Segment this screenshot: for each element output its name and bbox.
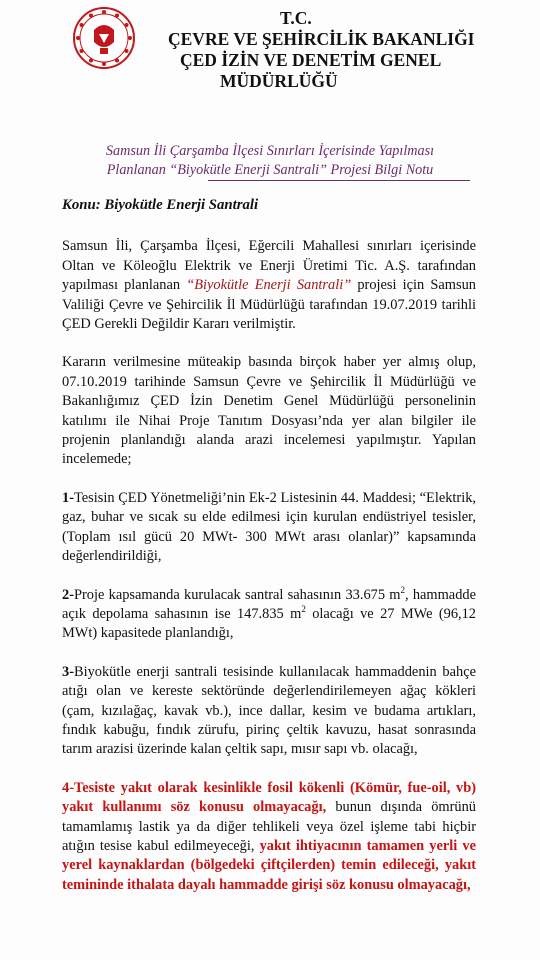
header-line-ministry: ÇEVRE VE ŞEHİRCİLİK BAKANLIĞI (168, 29, 475, 49)
item-2-text-b: , hammadde açık depolama sahasının ise 147.835 m (62, 586, 476, 622)
ministry-emblem-icon (72, 6, 136, 70)
item-2-sup-1: 2 (400, 584, 405, 595)
item-4-number: 4- (62, 779, 74, 796)
item-4-highlight-2: yakıt ihtiyacının tamamen yerli ve yerel kaynaklardan (bölgedeki çiftçilerden) temin edileceği, yakıt temininde ithalata dayalı hammadde girişi söz konusu olmayacağı, (62, 837, 476, 893)
item-2 (62, 586, 476, 644)
paragraph-2: Kararın verilmesine müteakip basında birçok haber yer almış olup, 07.10.2019 tarihinde Samsun Çevre ve Şehircilik İl Müdürlüğü ve Bakanlığımız ÇED İzin Denetim Genel Müdürlüğü personelinin katılımı ile Nihai Proje Tanıtım Dosyası’nda yer alan bilgiler ile projenin planlandığı alanda arazi incelemesi yapılmıştır. Yapılan incelemede; (62, 354, 476, 468)
document-header (150, 8, 480, 92)
item-1 (62, 489, 476, 567)
item-3 (62, 663, 476, 760)
item-1-number: 1- (62, 489, 74, 506)
item-3-text: Biyokütle enerji santrali tesisinde kullanılacak hammaddenin bahçe atığı olan ve kereste sektöründe değerlendirilemeyen ağaç kökleri (çam, kızılağaç, kavak vb.), ince dallar, kesim ve budama artıkları, fındık kabuğu, fındık zürufu, pirinç çeltik kavuzu, hasat sonrasında tarım arazisi üzerinde kalan çeltik sapı, mısır sapı vb. olacağı, (62, 663, 476, 758)
item-2-text-c: olacağı ve 27 MWe (96,12 MWt) kapasitede planlandığı, (62, 605, 477, 642)
header-line-tc: T.C. (280, 8, 312, 28)
item-2-sup-2: 2 (301, 604, 306, 615)
konu-heading: Konu: Biyokütle Enerji Santrali (62, 197, 259, 213)
header-line-mudurlugu: MÜDÜRLÜĞÜ (220, 71, 338, 91)
paragraph-1-text-a: Samsun İli, Çarşamba İlçesi, Eğercili Mahallesi sınırları içerisinde Oltan ve Köleoğlu Elektrik ve Enerji Üretimi Tic. A.Ş. tarafından yapılması planlanan (62, 238, 476, 294)
item-2-text-a: Proje kapsamanda kurulacak santral sahasının 33.675 m (74, 586, 401, 603)
paragraph-1 (62, 237, 476, 334)
header-line-directorate: ÇED İZİN VE DENETİM GENEL (180, 50, 442, 70)
item-4-highlight-1: Tesiste yakıt olarak kesinlikle fosil kökenli (Kömür, fue-oil, vb) yakıt kullanımı söz konusu olmayacağı, (62, 779, 476, 816)
document-body (62, 196, 476, 914)
item-1-text: Tesisin ÇED Yönetmeliği’nin Ek-2 Listesinin 44. Maddesi; “Elektrik, gaz, buhar ve sıcak su elde edilmesi için kurulan endüstriyel tesisler, (Toplam ısıl gücü 20 MWt- 300 MWt arası olanlar)” kapsamında değerlendirildiği, (62, 489, 476, 565)
item-3-number: 3- (62, 663, 74, 680)
document-subject (70, 142, 470, 180)
subject-line-2: Planlanan “Biyokütle Enerji Santrali” Projesi Bilgi Notu (106, 162, 434, 178)
subject-underline (208, 180, 470, 181)
paragraph-1-text-c: projesi için Samsun Valiliği Çevre ve Şehircilik İl Müdürlüğü tarafından 19.07.2019 tarihli ÇED Gerekli Değildir Kararı verilmiştir. (62, 277, 476, 333)
subject-line-1: Samsun İli Çarşamba İlçesi Sınırları İçerisinde Yapılması (105, 143, 435, 159)
item-2-number: 2- (62, 586, 74, 603)
item-4 (62, 779, 476, 895)
project-name-emphasis: “Biyokütle Enerji Santrali” (186, 277, 352, 294)
item-4-text: bunun dışında ömrünü tamamlamış lastik ya da diğer tehlikeli veya özel işleme tabi hiçbir atığın tesise kabul edilmeyeceği, (62, 799, 476, 854)
